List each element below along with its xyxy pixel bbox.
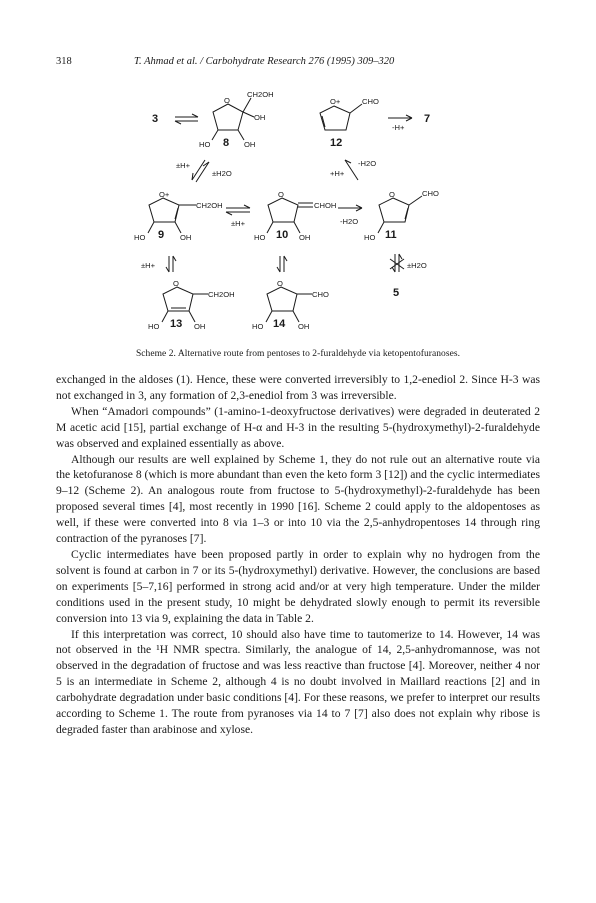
- ring-8: [213, 104, 243, 130]
- label-pm-h-9-10: ±H+: [231, 219, 246, 228]
- ring-9: [149, 198, 179, 222]
- body-text: [56, 372, 540, 738]
- compound-5: 5: [393, 287, 400, 299]
- compound-7: 7: [424, 113, 431, 125]
- compound-8: 8: [223, 137, 230, 149]
- label-ch2oh-8: CH2OH: [247, 90, 274, 99]
- label-ho-11: HO: [364, 233, 376, 242]
- label-ho-14: HO: [252, 322, 264, 331]
- label-oplus-9: O+: [159, 190, 170, 199]
- ring-10: [268, 198, 298, 222]
- label-ho-13: HO: [148, 322, 160, 331]
- ring-14: [267, 287, 297, 311]
- label-cho-11: CHO: [422, 189, 439, 198]
- page-number: 318: [56, 56, 72, 67]
- paragraph-2: When “Amadori compounds” (1-amino-1-deoxyfructose derivatives) were degraded in deuterated 2 M acetic acid [15], partial exchange of H-α and H-3 in the resulting 5-(hydroxymethyl)-2-furaldehyde was observed and explained essentially as above.: [56, 404, 540, 450]
- reaction-scheme: [0, 84, 596, 348]
- label-oh-9: OH: [180, 233, 192, 242]
- paragraph-3: Although our results are well explained by Scheme 1, they do not rule out an alternative route via the ketofuranose 8 (which is more abundant than even the keto form 3 [12]) and the cyclic intermediates 9–12 (Scheme 2). An analogous route from fructose to 5-(hydroxymethyl)-2-furaldehyde has been proposed several times [4], most recently in 1990 [16]. Scheme 2 could apply to the aldopentoses as well, if these were converted into 8 via 1–3 or into 10 via the 2,5-anhydropentoses 14 through ring contraction of the pyranoses [7].: [56, 452, 540, 546]
- label-plus-h-11-12: +H+: [330, 169, 345, 178]
- label-ch2oh-9: CH2OH: [196, 201, 223, 210]
- label-oh-13: OH: [194, 322, 206, 331]
- label-ho-8: HO: [199, 140, 211, 149]
- compound-10: 10: [276, 229, 289, 241]
- compound-3: 3: [152, 113, 159, 125]
- label-cho-12: CHO: [362, 97, 379, 106]
- compound-12: 12: [330, 137, 343, 149]
- label-ho-9: HO: [134, 233, 146, 242]
- label-oh-8: OH: [254, 113, 266, 122]
- paragraph-4: Cyclic intermediates have been proposed partly in order to explain why no hydrogen from the solvent is found at carbon in 7 or its 5-(hydroxymethyl) derivative. However, the conclusions are based on experiments [5–7,16] performed in strong acid and/or at very high temperature. Under the milder conditions used in the present study, 10 might be dehydrated slowly enough to permit its reversible conversion into 13 via 9, explaining the data in Table 2.: [56, 547, 540, 625]
- scheme-caption: Scheme 2. Alternative route from pentoses to 2-furaldehyde via ketopentofuranoses.: [135, 349, 461, 359]
- compound-9: 9: [158, 229, 165, 241]
- label-ho-10: HO: [254, 233, 266, 242]
- label-minus-h2o-10-11: -H2O: [340, 217, 359, 226]
- label-o-14: O: [277, 279, 283, 288]
- compound-11: 11: [385, 229, 397, 241]
- label-cho-14: CHO: [312, 290, 329, 299]
- label-oh-14: OH: [298, 322, 310, 331]
- label-oh-10: OH: [299, 233, 311, 242]
- running-title: T. Ahmad et al. / Carbohydrate Research 276 (1995) 309–320: [134, 56, 395, 67]
- label-minus-h-12: -H+: [392, 123, 405, 132]
- label-oh-8b: OH: [244, 140, 256, 149]
- label-pm-h2o-8-9: ±H2O: [212, 169, 232, 178]
- compound-13: 13: [170, 318, 183, 330]
- label-pm-h2o-11-5: ±H2O: [407, 261, 427, 270]
- label-o-10: O: [278, 190, 284, 199]
- label-choh-10: CHOH: [314, 201, 337, 210]
- label-pm-h-9-13: ±H+: [141, 261, 156, 270]
- compound-14: 14: [273, 318, 286, 330]
- paragraph-5: If this interpretation was correct, 10 should also have time to tautomerize to 14. However, 14 was not observed in the ¹H NMR spectra. Similarly, the analogue of 14, 2,5-anhydromannose, was not observed in the degradation of fructose and was less reactive than fructose [4]. Moreover, neither 4 nor 5 is an intermediate in Scheme 2, although 4 is no doubt involved in Maillard reactions [2] and in carbohydrate degradation under basic conditions [4]. For these reasons, we prefer to interpret our results according to Scheme 1. The route from pyranoses via 14 to 7 [7] also does not explain why ribose is degraded faster than arabinose and xylose.: [56, 627, 540, 736]
- paragraph-1: exchanged in the aldoses (1). Hence, these were converted irreversibly to 1,2-enediol 2. Since H-3 was not exchanged in 3, any formation of 2,3-enediol from 3 was irreversible.: [56, 373, 540, 402]
- label-o-13: O: [173, 279, 179, 288]
- label-o-11: O: [389, 190, 395, 199]
- label-ch2oh-13: CH2OH: [208, 290, 235, 299]
- label-oplus-12: O+: [330, 97, 341, 106]
- label-pm-h-8-9: ±H+: [176, 161, 191, 170]
- page-header: [56, 56, 534, 72]
- label-o-8: O: [224, 96, 230, 105]
- label-minus-h2o-11-12: -H2O: [358, 159, 377, 168]
- ring-13: [163, 287, 193, 311]
- ring-11: [379, 198, 409, 222]
